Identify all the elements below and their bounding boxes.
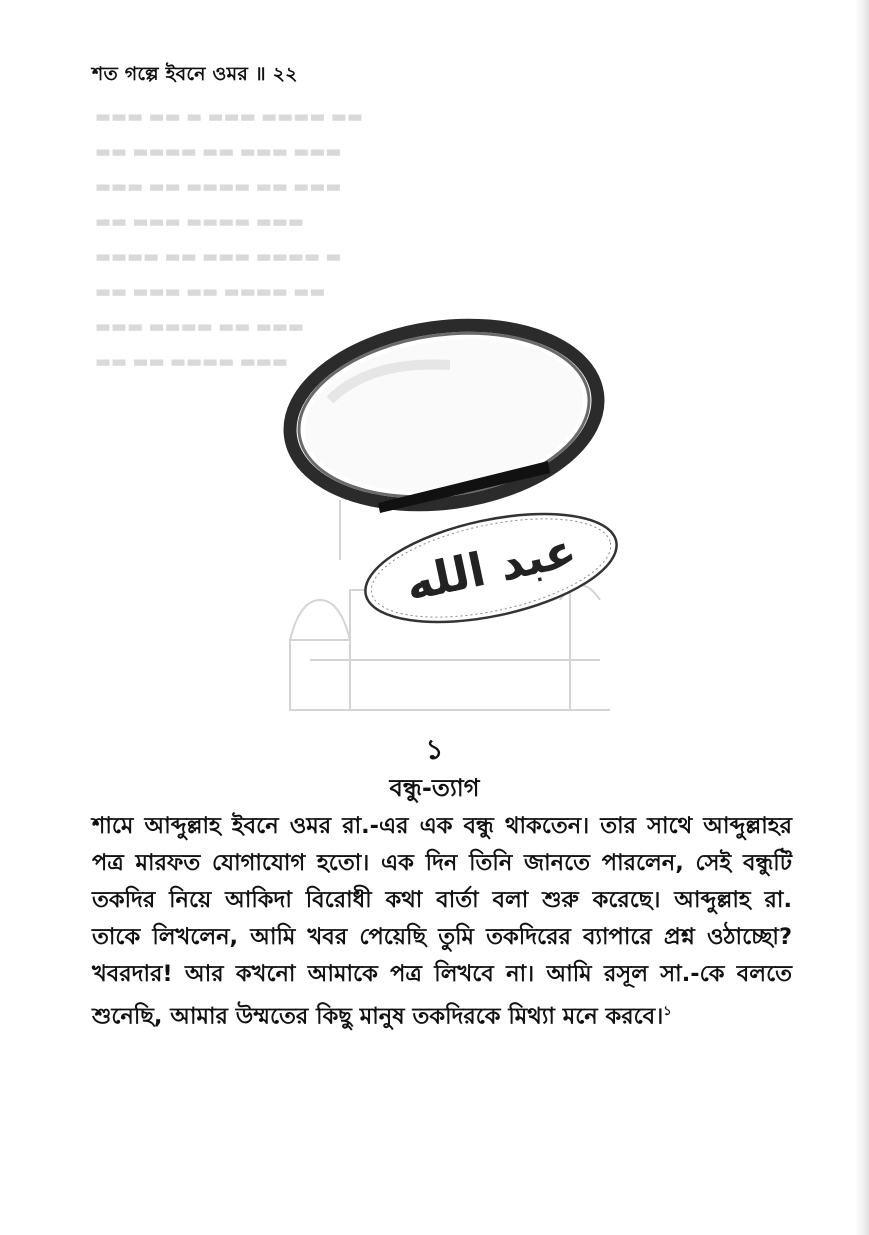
show-through-line: ▬▬▬ ▬▬▬▬ ▬▬ ▬▬▬	[95, 317, 304, 337]
paragraph-line: শামে আব্দুল্লাহ ইবনে ওমর রা.-এর এক বন্ধু থাকতেন। তার সাথে আব্দুল্লাহর	[92, 813, 792, 839]
page-edge-shadow	[855, 0, 869, 1235]
paragraph-line: পত্র মারফত যোগাযোগ হতো। এক দিন তিনি জানতে পারলেন, সেই বন্ধুটি	[92, 850, 792, 876]
paragraph-line-last	[92, 993, 792, 1036]
story-paragraph	[92, 808, 792, 1036]
chapter-number: ১	[425, 733, 444, 766]
paragraph-line: তকদির নিয়ে আকিদা বিরোধী কথা বার্তা বলা শুরু করেছে। আব্দুল্লাহ রা.	[92, 887, 792, 913]
show-through-line: ▬▬▬▬ ▬▬ ▬▬▬ ▬▬▬▬ ▬	[95, 247, 342, 267]
ring	[278, 306, 609, 523]
show-through-line: ▬▬▬ ▬▬ ▬▬▬▬ ▬▬ ▬▬▬	[95, 177, 342, 197]
footnote-marker[interactable]: ১	[663, 1004, 672, 1019]
paragraph-line: তাকে লিখলেন, আমি খবর পেয়েছি তুমি তকদিরের ব্যাপারে প্রশ্ন ওঠাচ্ছো?	[92, 924, 792, 950]
seal-stone	[356, 494, 626, 641]
show-through-line: ▬▬ ▬▬▬ ▬▬▬▬ ▬▬▬	[95, 212, 304, 232]
show-through-line: ▬▬ ▬▬▬ ▬▬ ▬▬▬▬ ▬▬	[95, 282, 326, 302]
show-through-line: ▬▬▬ ▬▬ ▬ ▬▬▬ ▬▬▬▬ ▬▬	[95, 107, 363, 127]
seal-inscription: عبد الله	[400, 522, 581, 612]
show-through-line: ▬▬ ▬▬▬▬ ▬▬ ▬▬▬ ▬▬▬	[95, 142, 342, 162]
chapter-title: বন্ধু-ত্যাগ	[389, 774, 480, 802]
paragraph-line: খবরদার! আর কখনো আমাকে পত্র লিখবে না। আমি রসূল সা.-কে বলতে	[92, 961, 792, 987]
running-header: শত গল্পে ইবনে ওমর ॥ ২২	[92, 63, 298, 85]
paragraph-line: শুনেছি, আমার উম্মতের কিছু মানুষ তকদিরকে মিথ্যা মনে করবে।	[92, 1003, 664, 1030]
show-through-line: ▬▬ ▬▬ ▬▬▬▬ ▬▬▬	[95, 352, 288, 372]
